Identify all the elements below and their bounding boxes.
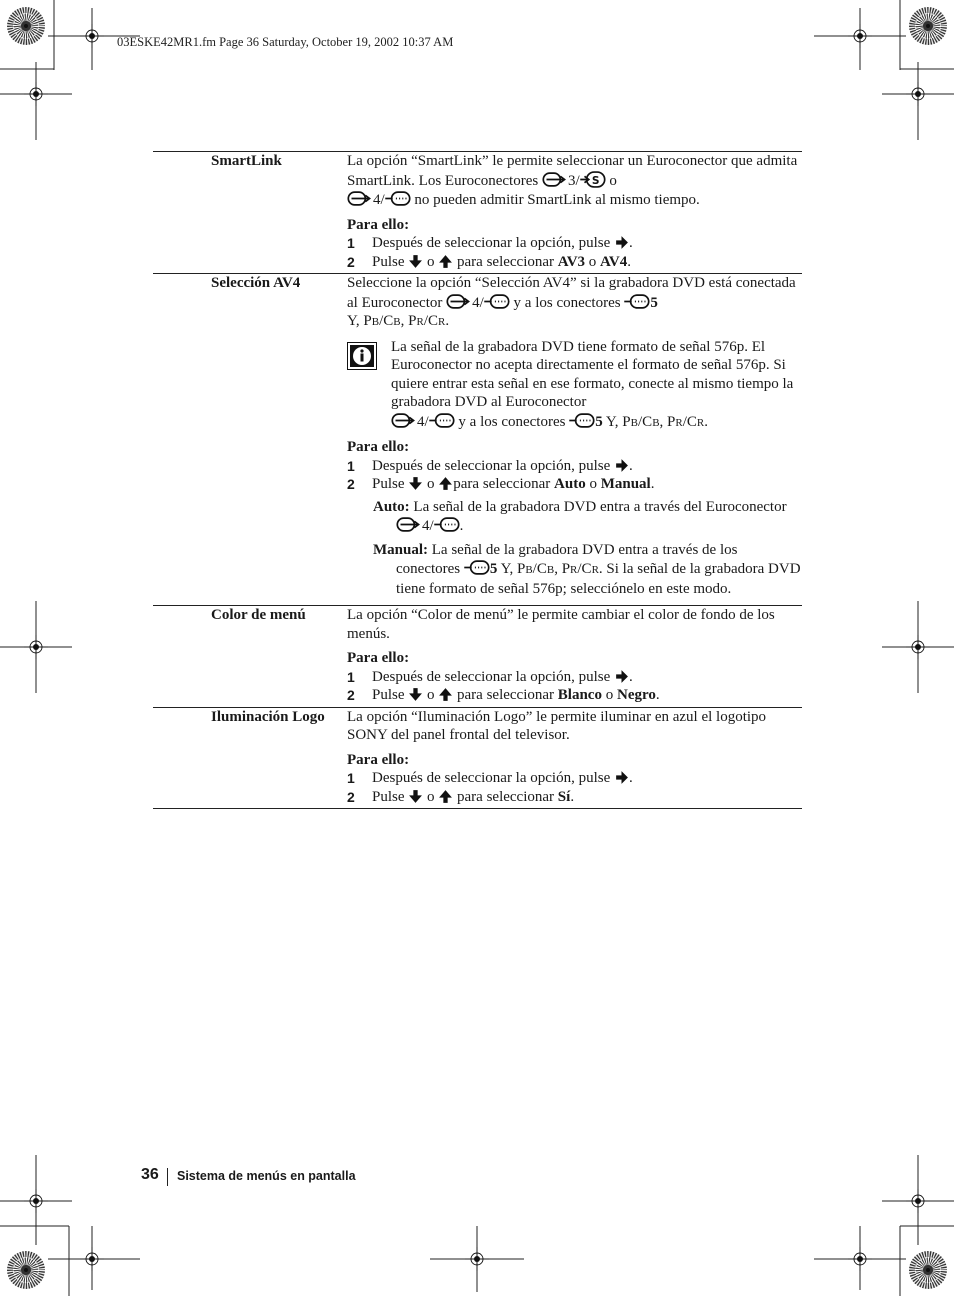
scart-output-icon — [429, 412, 455, 429]
scart-output-icon — [434, 516, 460, 533]
smartlink-steps-title: Para ello: — [347, 216, 410, 233]
table-row — [153, 273, 802, 605]
arrow-up-icon — [438, 254, 453, 269]
list-item: 1 Después de seleccionar la opción, pulse . — [347, 457, 633, 474]
page-number: 36 — [141, 1166, 159, 1183]
registration-mark-icon — [24, 635, 48, 659]
arrow-right-icon — [614, 458, 629, 473]
row-label-color: Color de menú — [211, 607, 306, 623]
av4-note: La señal de la grabadora DVD tiene formato de señal 576p. El Euroconector no acepta directamente el formato de señal 576p. Si quiere entrar esta señal en ese formato, conecte al mismo tiempo la grabadora DVD al Euroconector 4/ y a los conectores 5 Y, PB/CB, PR/CR. — [347, 338, 802, 433]
table-row — [153, 605, 802, 707]
arrow-up-icon — [438, 789, 453, 804]
list-item: Auto: La señal de la grabadora DVD entra a través del Euroconector 4/ . — [373, 498, 787, 534]
scart-input-icon — [446, 293, 472, 310]
list-item: 2 Pulse o para seleccionar Auto o Manual. — [347, 476, 655, 492]
arrow-down-icon — [408, 687, 423, 702]
logo-steps-title: Para ello: — [347, 751, 410, 768]
footer-divider — [167, 1168, 168, 1186]
arrow-up-icon — [438, 476, 453, 491]
starburst-mark-icon — [6, 1250, 46, 1290]
registration-mark-icon — [906, 635, 930, 659]
registration-mark-icon — [906, 1189, 930, 1213]
scart-output-icon — [484, 293, 510, 310]
table-row — [153, 707, 802, 809]
list-item: 1 Después de seleccionar la opción, pulse . — [347, 770, 633, 786]
list-item: 2 Pulse o para seleccionar AV3 o AV4. — [347, 253, 632, 270]
row-label-smartlink: SmartLink — [211, 153, 282, 169]
info-icon — [347, 342, 377, 370]
component-input-icon — [464, 559, 490, 576]
list-item: Manual: La señal de la grabadora DVD entra a través de los conectores 5 Y, PB/CB, PR/CR. Si la señal de la grabadora DVD tiene formato de señal 576p; selecciónelo en este modo. — [373, 541, 801, 597]
registration-mark-icon — [80, 24, 104, 48]
arrow-down-icon — [408, 789, 423, 804]
component-input-icon — [569, 412, 595, 429]
arrow-down-icon — [408, 254, 423, 269]
row-label-logo: Iluminación Logo — [211, 708, 325, 725]
row-description-logo — [347, 708, 802, 809]
arrow-right-icon — [614, 235, 629, 250]
list-item: 2 Pulse o para seleccionar Blanco o Negro. — [347, 687, 660, 703]
table-row — [153, 152, 802, 273]
arrow-right-icon — [614, 669, 629, 684]
row-description-av4 — [347, 274, 802, 605]
scart-output-icon — [385, 190, 411, 207]
color-steps-title: Para ello: — [347, 650, 410, 666]
registration-mark-icon — [906, 82, 930, 106]
scart-input-icon — [391, 412, 417, 429]
scart-input-icon — [396, 516, 422, 533]
registration-mark-icon — [465, 1247, 489, 1271]
list-item: 2 Pulse o para seleccionar Sí. — [347, 788, 575, 805]
component-input-icon — [624, 293, 650, 310]
starburst-mark-icon — [908, 1250, 948, 1290]
smartlink-intro: La opción “SmartLink” le permite seleccionar un Euroconector que admita SmartLink. Los Euroconectores 3/ o 4/ no pueden admitir SmartLink al mismo tiempo. — [347, 153, 798, 208]
registration-mark-icon — [848, 24, 872, 48]
registration-mark-icon — [24, 1189, 48, 1213]
file-info-header: 03ESKE42MR1.fm Page 36 Saturday, October 19, 2002 10:37 AM — [117, 35, 454, 49]
list-item: 1 Después de seleccionar la opción, pulse . — [347, 235, 633, 251]
registration-mark-icon — [848, 1247, 872, 1271]
arrow-right-icon — [614, 770, 629, 785]
arrow-up-icon — [438, 687, 453, 702]
menu-options-table — [153, 151, 802, 809]
scart-input-icon — [542, 171, 568, 188]
scart-input-icon — [347, 190, 373, 207]
registration-mark-icon — [80, 1247, 104, 1271]
row-description-smartlink — [347, 152, 802, 273]
row-label-av4: Selección AV4 — [211, 275, 301, 291]
section-title: Sistema de menús en pantalla — [177, 1169, 356, 1183]
starburst-mark-icon — [908, 6, 948, 46]
logo-intro: La opción “Iluminación Logo” le permite iluminar en azul el logotipo SONY del panel frontal del televisor. — [347, 708, 767, 743]
s-video-icon — [580, 171, 606, 188]
av4-intro: Seleccione la opción “Selección AV4” si la grabadora DVD está conectada al Euroconector 4/ y a los conectores 5 Y, PB/CB, PR/CR. — [347, 275, 796, 329]
starburst-mark-icon — [6, 6, 46, 46]
list-item: 1 Después de seleccionar la opción, pulse . — [347, 668, 633, 685]
arrow-down-icon — [408, 476, 423, 491]
color-intro: La opción “Color de menú” le permite cambiar el color de fondo de los menús. — [347, 607, 775, 642]
row-description-color — [347, 606, 802, 707]
av4-steps-title: Para ello: — [347, 439, 410, 455]
registration-mark-icon — [24, 82, 48, 106]
